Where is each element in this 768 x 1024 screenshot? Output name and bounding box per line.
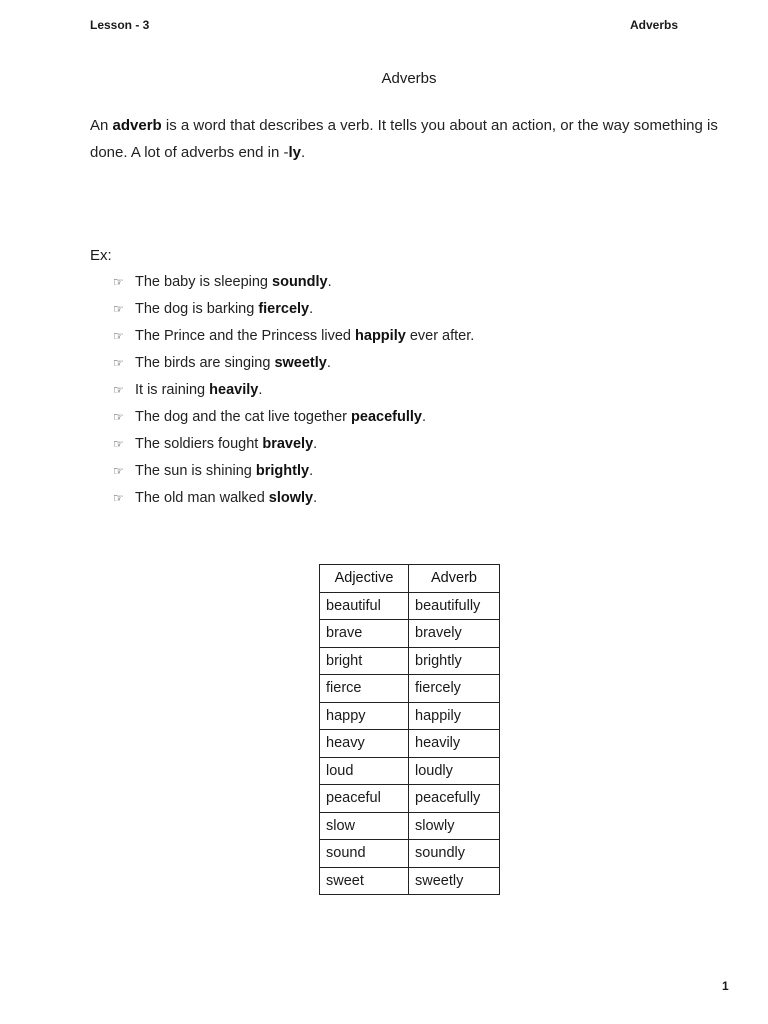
- example-sentence-end: .: [309, 301, 314, 317]
- example-adverb: fiercely: [258, 301, 310, 317]
- example-item: [113, 324, 474, 351]
- example-item: [113, 405, 474, 432]
- example-sentence-end: .: [327, 274, 332, 290]
- adjective-cell: brave: [320, 620, 409, 648]
- table-row: [320, 647, 500, 675]
- example-sentence-start: The dog is barking: [135, 301, 259, 317]
- adverb-cell: soundly: [409, 840, 500, 868]
- example-sentence-start: The sun is shining: [135, 463, 256, 479]
- adverb-cell: peacefully: [409, 785, 500, 813]
- example-adverb: soundly: [272, 274, 328, 290]
- pointing-hand-bullet-icon: ☞: [113, 491, 124, 505]
- example-sentence-start: The birds are singing: [135, 355, 275, 371]
- adverb-cell: slowly: [409, 812, 500, 840]
- table-row: [320, 675, 500, 703]
- table-body: [320, 592, 500, 895]
- table-row: [320, 867, 500, 895]
- examples-label: Ex:: [90, 247, 112, 264]
- example-adverb: heavily: [209, 382, 259, 398]
- adverb-cell: fiercely: [409, 675, 500, 703]
- example-adverb: peacefully: [351, 409, 422, 425]
- example-item: [113, 459, 474, 486]
- table-row: [320, 702, 500, 730]
- intro-term-adverb: adverb: [112, 117, 162, 134]
- example-adverb: bravely: [262, 436, 314, 452]
- example-sentence-end: .: [421, 409, 426, 425]
- header-topic-label: Adverbs: [630, 18, 679, 32]
- pointing-hand-bullet-icon: ☞: [113, 356, 124, 370]
- adjective-adverb-table: [319, 564, 500, 895]
- table-row: [320, 785, 500, 813]
- example-adverb: sweetly: [274, 355, 327, 371]
- adjective-cell: happy: [320, 702, 409, 730]
- example-sentence-end: .: [313, 436, 318, 452]
- table-row: [320, 592, 500, 620]
- pointing-hand-bullet-icon: ☞: [113, 410, 124, 424]
- intro-suffix-ly: ly: [288, 144, 301, 161]
- pointing-hand-bullet-icon: ☞: [113, 302, 124, 316]
- example-adverb: happily: [355, 328, 406, 344]
- page-title: Adverbs: [381, 70, 437, 87]
- adjective-cell: peaceful: [320, 785, 409, 813]
- example-sentence-start: The old man walked: [135, 490, 269, 506]
- example-adverb: slowly: [268, 490, 314, 506]
- intro-paragraph: [90, 112, 720, 166]
- page-number: 1: [722, 979, 729, 993]
- example-sentence-end: ever after.: [405, 328, 475, 344]
- table-row: [320, 840, 500, 868]
- adjective-cell: loud: [320, 757, 409, 785]
- column-header-adjective: Adjective: [320, 565, 409, 593]
- adjective-cell: sound: [320, 840, 409, 868]
- example-sentence-start: It is raining: [135, 382, 210, 398]
- example-sentence-start: The dog and the cat live together: [135, 409, 352, 425]
- adverb-cell: happily: [409, 702, 500, 730]
- example-item: [113, 378, 474, 405]
- adverb-cell: sweetly: [409, 867, 500, 895]
- column-header-adverb: Adverb: [409, 565, 500, 593]
- header-lesson-label: Lesson - 3: [90, 18, 150, 32]
- adverb-cell: loudly: [409, 757, 500, 785]
- pointing-hand-bullet-icon: ☞: [113, 329, 124, 343]
- adjective-cell: bright: [320, 647, 409, 675]
- adjective-cell: heavy: [320, 730, 409, 758]
- table-row: [320, 757, 500, 785]
- example-sentence-end: .: [258, 382, 263, 398]
- example-item: [113, 486, 474, 513]
- example-item: [113, 351, 474, 378]
- example-sentence-end: .: [309, 463, 314, 479]
- example-item: [113, 297, 474, 324]
- table-row: [320, 812, 500, 840]
- adjective-cell: sweet: [320, 867, 409, 895]
- adjective-cell: fierce: [320, 675, 409, 703]
- example-sentence-end: .: [313, 490, 318, 506]
- examples-list: [113, 270, 474, 513]
- adverb-cell: beautifully: [409, 592, 500, 620]
- example-sentence-end: .: [326, 355, 331, 371]
- example-adverb: brightly: [255, 463, 310, 479]
- example-sentence-start: The soldiers fought: [135, 436, 263, 452]
- adjective-cell: slow: [320, 812, 409, 840]
- adverb-cell: brightly: [409, 647, 500, 675]
- example-item: [113, 270, 474, 297]
- example-sentence-start: The baby is sleeping: [135, 274, 273, 290]
- example-item: [113, 432, 474, 459]
- adverb-cell: bravely: [409, 620, 500, 648]
- table-row: [320, 620, 500, 648]
- pointing-hand-bullet-icon: ☞: [113, 437, 124, 451]
- table-header-row: [320, 565, 500, 593]
- intro-text-part-2: is a word that describes a verb. It tells you about an action, or the way something is done. A lot of adverbs end in -: [90, 117, 718, 161]
- intro-text-part-3: .: [301, 144, 306, 161]
- table-row: [320, 730, 500, 758]
- pointing-hand-bullet-icon: ☞: [113, 464, 124, 478]
- pointing-hand-bullet-icon: ☞: [113, 275, 124, 289]
- pointing-hand-bullet-icon: ☞: [113, 383, 124, 397]
- adjective-cell: beautiful: [320, 592, 409, 620]
- intro-text-part-1: An: [90, 117, 113, 134]
- adverb-cell: heavily: [409, 730, 500, 758]
- example-sentence-start: The Prince and the Princess lived: [135, 328, 356, 344]
